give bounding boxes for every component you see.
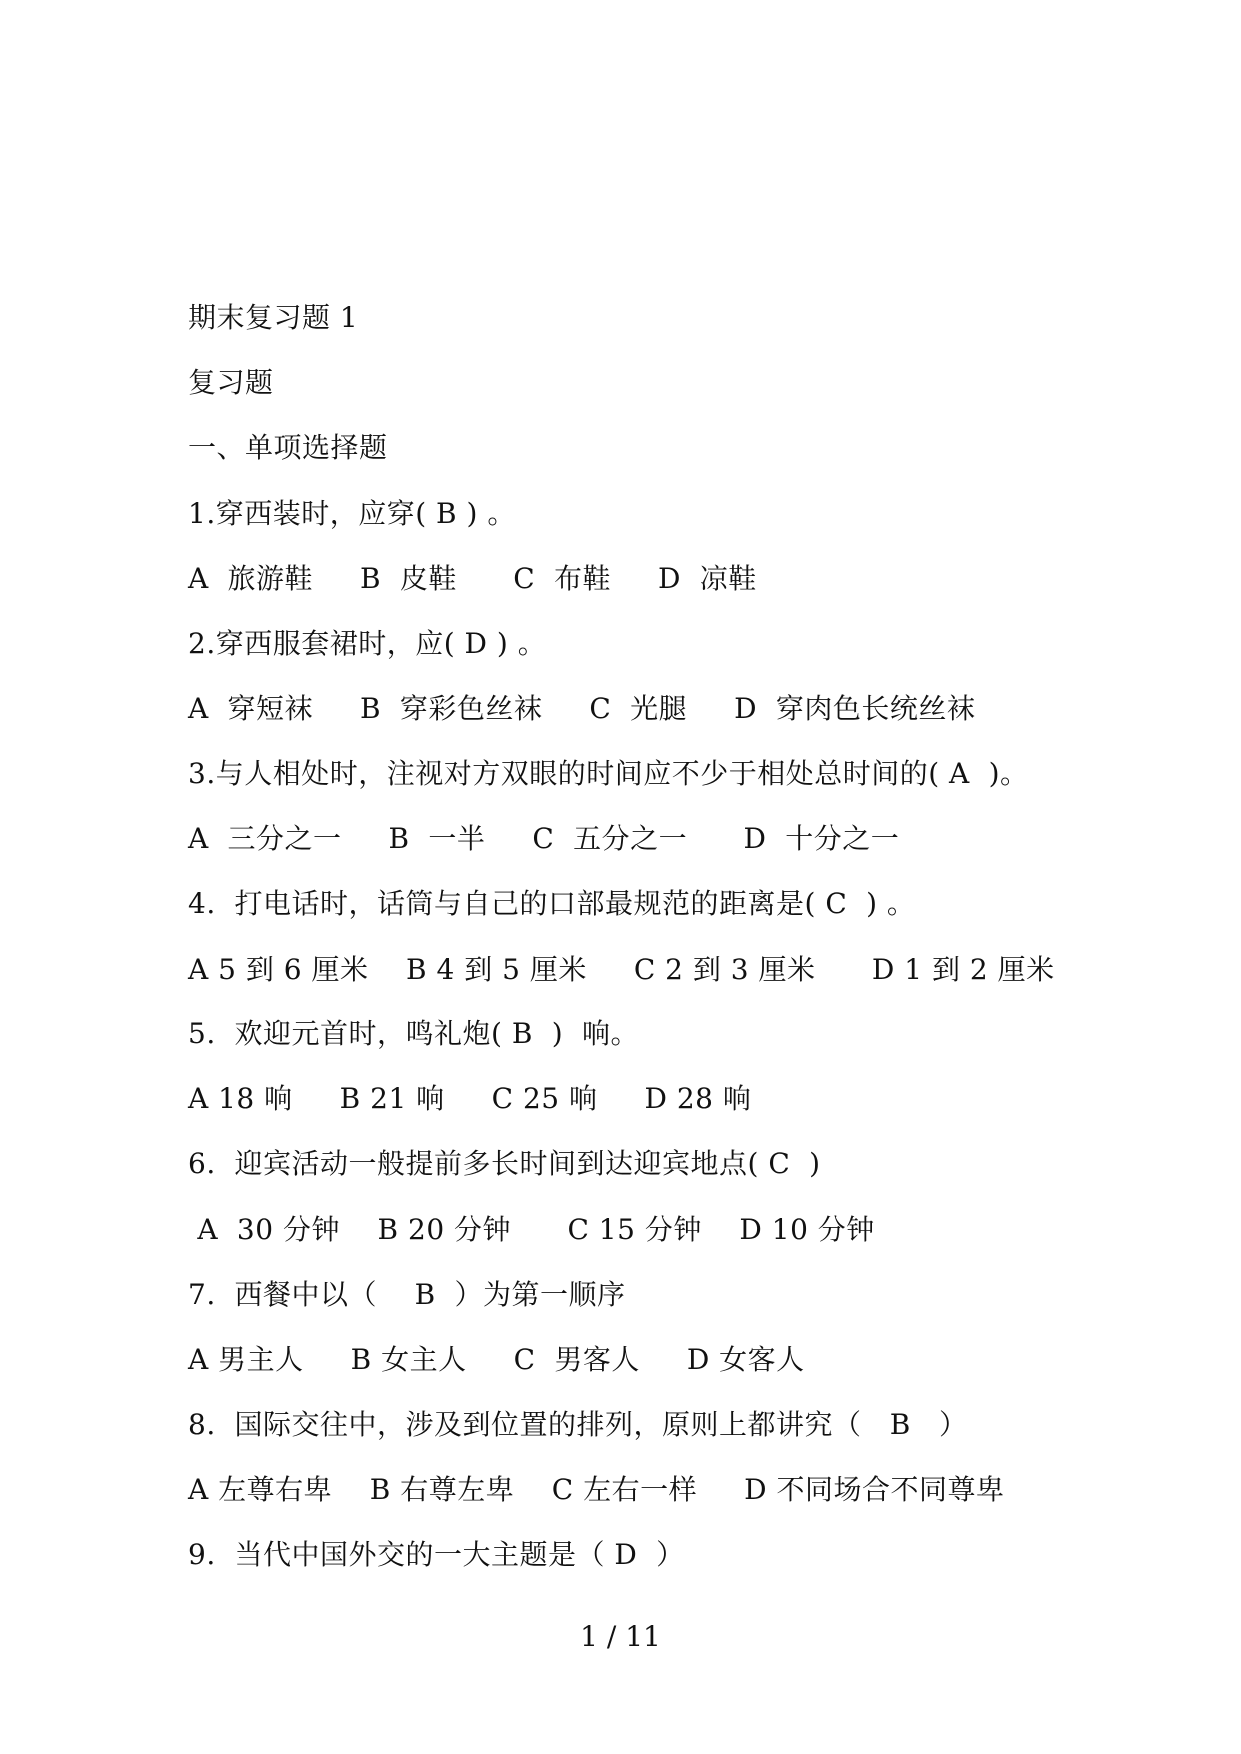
question-1-options: A 旅游鞋 B 皮鞋 C 布鞋 D 凉鞋 bbox=[188, 562, 757, 595]
question-1: 1.穿西装时，应穿( B ) 。 bbox=[188, 497, 516, 530]
document-title: 期末复习题 1 bbox=[188, 301, 359, 334]
question-5: 5. 欢迎元首时，鸣礼炮( B ) 响。 bbox=[188, 1017, 639, 1050]
question-9: 9. 当代中国外交的一大主题是（ D ） bbox=[188, 1538, 685, 1571]
question-2-options: A 穿短袜 B 穿彩色丝袜 C 光腿 D 穿肉色长统丝袜 bbox=[188, 692, 976, 725]
question-4-options: A 5 到 6 厘米 B 4 到 5 厘米 C 2 到 3 厘米 D 1 到 2 厘米 bbox=[188, 953, 1055, 986]
question-3: 3.与人相处时，注视对方双眼的时间应不少于相处总时间的( A )。 bbox=[188, 757, 1029, 790]
page-number: 1 / 11 bbox=[580, 1620, 661, 1653]
question-6: 6. 迎宾活动一般提前多长时间到达迎宾地点( C ) bbox=[188, 1147, 821, 1180]
question-8: 8. 国际交往中，涉及到位置的排列，原则上都讲究（ B ） bbox=[188, 1408, 968, 1441]
section-heading: 一、单项选择题 bbox=[188, 431, 388, 464]
question-4: 4. 打电话时，话筒与自己的口部最规范的距离是( C ) 。 bbox=[188, 887, 916, 920]
question-2: 2.穿西服套裙时，应( D ) 。 bbox=[188, 627, 547, 660]
question-7-options: A 男主人 B 女主人 C 男客人 D 女客人 bbox=[188, 1343, 805, 1376]
question-8-options: A 左尊右卑 B 右尊左卑 C 左右一样 D 不同场合不同尊卑 bbox=[188, 1473, 1005, 1506]
question-3-options: A 三分之一 B 一半 C 五分之一 D 十分之一 bbox=[188, 822, 900, 855]
question-6-options: A 30 分钟 B 20 分钟 C 15 分钟 D 10 分钟 bbox=[188, 1213, 875, 1246]
question-7: 7. 西餐中以（ B ）为第一顺序 bbox=[188, 1278, 626, 1311]
section-subtitle: 复习题 bbox=[188, 366, 274, 399]
question-5-options: A 18 响 B 21 响 C 25 响 D 28 响 bbox=[188, 1082, 752, 1115]
